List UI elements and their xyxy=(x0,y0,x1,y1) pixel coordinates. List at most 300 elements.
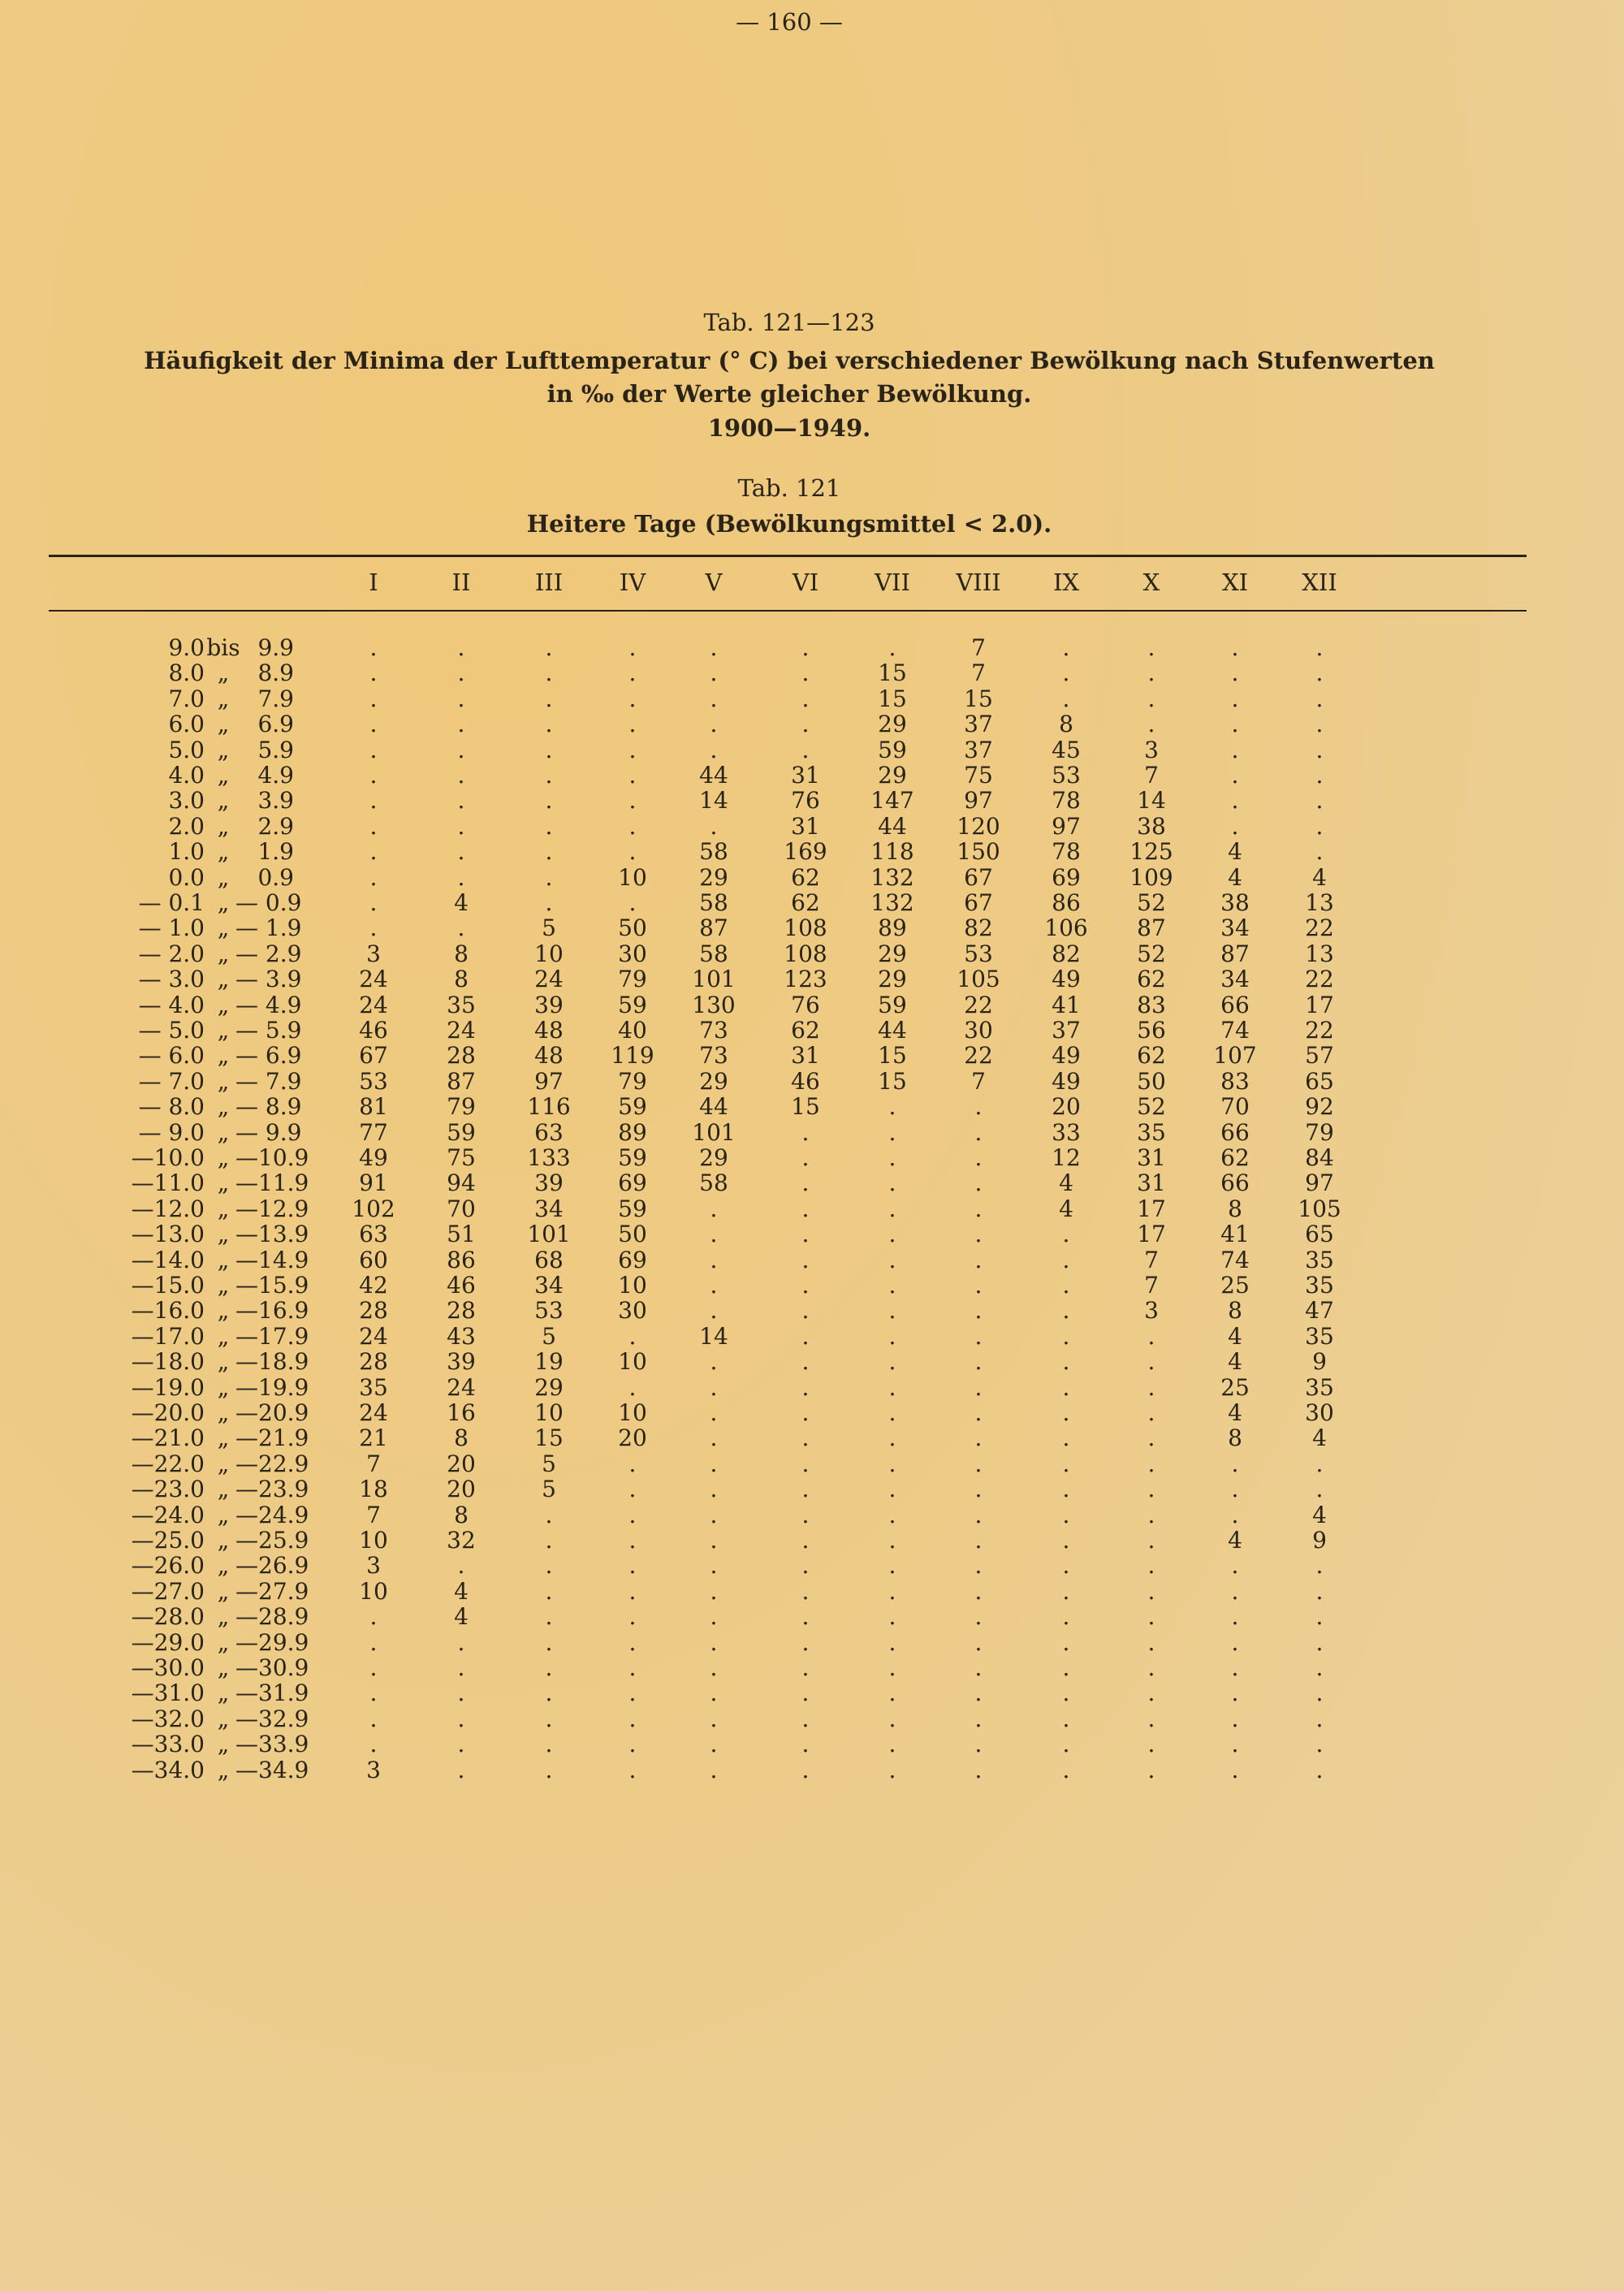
table-cell: . xyxy=(1147,1322,1155,1350)
table-cell: 44 xyxy=(699,762,728,789)
table-cell: 22 xyxy=(964,991,993,1018)
range-from: — 3.0 xyxy=(138,966,205,993)
table-cell: . xyxy=(1147,685,1155,712)
table-cell: 15 xyxy=(878,1067,907,1095)
table-cell: 35 xyxy=(447,991,476,1018)
range-from: —10.0 xyxy=(131,1144,205,1171)
table-cell: . xyxy=(457,1705,465,1732)
range-from: 9.0 xyxy=(168,634,205,661)
table-cell: . xyxy=(1315,1654,1324,1681)
range-to: —24.9 xyxy=(235,1501,309,1528)
table-cell: 43 xyxy=(447,1322,476,1350)
table-cell: . xyxy=(888,1399,896,1426)
table-cell: 4 xyxy=(1228,1322,1242,1350)
table-cell: 109 xyxy=(1129,863,1173,891)
table-cell: 10 xyxy=(534,940,564,967)
table-cell: 89 xyxy=(878,914,907,942)
table-cell: 30 xyxy=(964,1017,993,1044)
table-cell: . xyxy=(545,1731,553,1758)
table-cell: . xyxy=(801,1756,810,1783)
table-cell: 35 xyxy=(1137,1118,1166,1146)
table-cell: 30 xyxy=(618,1297,647,1325)
table-cell: . xyxy=(1231,1552,1239,1580)
range-to: —30.9 xyxy=(235,1654,309,1681)
table-cell: 10 xyxy=(618,1399,647,1426)
range-from: — 8.0 xyxy=(138,1093,205,1121)
table-cell: 18 xyxy=(359,1476,388,1503)
range-to: —23.9 xyxy=(235,1476,309,1503)
table-cell: . xyxy=(710,1552,718,1580)
table-cell: 86 xyxy=(1052,889,1081,916)
table-cell: 15 xyxy=(791,1093,820,1121)
table-row xyxy=(0,1528,1624,1554)
range-to: 4.9 xyxy=(257,762,294,789)
range-to: —28.9 xyxy=(235,1603,309,1631)
table-cell: 59 xyxy=(447,1118,476,1146)
table-cell: . xyxy=(801,1297,810,1325)
table-cell: . xyxy=(457,838,465,866)
range-to: — 4.9 xyxy=(235,991,302,1018)
heading-line-3: 1900—1949. xyxy=(707,414,871,442)
table-cell: 62 xyxy=(791,889,820,916)
range-from: 1.0 xyxy=(168,838,205,866)
table-cell: 49 xyxy=(1052,1067,1081,1095)
table-cell: . xyxy=(1231,1654,1239,1681)
range-from: —16.0 xyxy=(131,1297,205,1325)
range-separator: „ xyxy=(217,1348,230,1376)
table-cell: . xyxy=(710,1297,718,1325)
table-cell: . xyxy=(545,812,553,840)
table-cell: . xyxy=(1231,762,1239,789)
table-cell: 76 xyxy=(791,787,820,815)
range-to: — 6.9 xyxy=(235,1042,302,1070)
table-cell: . xyxy=(369,1654,378,1681)
heading-line-2: in ‰ der Werte gleicher Bewölkung. xyxy=(546,380,1032,408)
table-cell: 147 xyxy=(870,787,914,815)
range-to: —34.9 xyxy=(235,1756,309,1783)
table-cell: . xyxy=(457,787,465,815)
range-separator: „ xyxy=(217,1246,230,1273)
table-cell: . xyxy=(801,685,810,712)
table-cell: 29 xyxy=(699,1144,728,1171)
table-cell: . xyxy=(628,838,637,866)
table-cell: 44 xyxy=(878,1017,907,1044)
table-cell: 22 xyxy=(1305,966,1334,993)
table-cell: 7 xyxy=(366,1501,381,1528)
table-cell: 13 xyxy=(1305,940,1334,967)
table-cell: . xyxy=(1062,1272,1070,1299)
table-cell: 50 xyxy=(618,914,647,942)
table-row xyxy=(0,890,1624,916)
table-cell: . xyxy=(369,1603,378,1631)
range-from: —18.0 xyxy=(131,1348,205,1376)
table-cell: . xyxy=(888,1195,896,1222)
range-from: —26.0 xyxy=(131,1552,205,1580)
table-cell: 78 xyxy=(1052,838,1081,866)
table-cell: . xyxy=(1062,1322,1070,1350)
range-to: — 8.9 xyxy=(235,1093,302,1121)
table-cell: 62 xyxy=(791,863,820,891)
table-cell: . xyxy=(974,1527,983,1554)
table-row xyxy=(0,1630,1624,1656)
table-cell: 132 xyxy=(870,863,914,891)
table-cell: . xyxy=(1147,634,1155,661)
range-separator: „ xyxy=(217,966,230,993)
table-cell: 38 xyxy=(1137,812,1166,840)
table-cell: 79 xyxy=(618,966,647,993)
table-cell: . xyxy=(974,1654,983,1681)
table-top-rule xyxy=(49,555,1527,557)
table-cell: 58 xyxy=(699,1169,728,1197)
table-cell: 10 xyxy=(618,863,647,891)
table-cell: 8 xyxy=(1228,1297,1242,1325)
table-cell: 4 xyxy=(454,1577,469,1605)
table-cell: . xyxy=(628,711,637,738)
table-cell: 59 xyxy=(618,1144,647,1171)
table-cell: 62 xyxy=(791,1017,820,1044)
table-cell: . xyxy=(545,787,553,815)
table-cell: . xyxy=(801,1654,810,1681)
table-row xyxy=(0,839,1624,865)
table-cell: . xyxy=(1231,1628,1239,1656)
table-row xyxy=(0,1324,1624,1350)
range-from: —25.0 xyxy=(131,1527,205,1554)
table-cell: . xyxy=(1062,1552,1070,1580)
table-cell: . xyxy=(888,634,896,661)
table-cell: . xyxy=(1315,1450,1324,1477)
table-cell: . xyxy=(457,1679,465,1707)
table-cell: . xyxy=(369,1628,378,1656)
table-row xyxy=(0,635,1624,661)
table-cell: 7 xyxy=(1144,762,1159,789)
table-cell: 52 xyxy=(1137,940,1166,967)
range-to: — 5.9 xyxy=(235,1017,302,1044)
table-cell: . xyxy=(628,634,637,661)
table-cell: 120 xyxy=(957,812,1000,840)
table-cell: . xyxy=(1062,1221,1070,1248)
table-cell: . xyxy=(1315,711,1324,738)
table-title: Heitere Tage (Bewölkungsmittel < 2.0). xyxy=(526,510,1052,538)
table-cell: . xyxy=(1147,1476,1155,1503)
table-cell: . xyxy=(888,1756,896,1783)
range-from: —21.0 xyxy=(131,1424,205,1452)
table-cell: . xyxy=(1062,1705,1070,1732)
table-cell: . xyxy=(545,1603,553,1631)
range-separator: „ xyxy=(217,1577,230,1605)
table-cell: . xyxy=(545,863,553,891)
range-separator: „ xyxy=(217,1527,230,1554)
range-separator: „ xyxy=(217,1654,230,1681)
table-cell: . xyxy=(801,1348,810,1376)
range-to: —18.9 xyxy=(235,1348,309,1376)
table-cell: . xyxy=(1231,1476,1239,1503)
range-to: —32.9 xyxy=(235,1705,309,1732)
table-cell: . xyxy=(628,1527,637,1554)
month-header-cell: XII xyxy=(1302,568,1337,596)
table-cell: 87 xyxy=(447,1067,476,1095)
table-cell: . xyxy=(1231,659,1239,687)
table-cell: . xyxy=(974,1195,983,1222)
month-header-cell: IV xyxy=(619,568,646,596)
range-to: —22.9 xyxy=(235,1450,309,1477)
table-cell: . xyxy=(801,1272,810,1299)
table-cell: 125 xyxy=(1129,838,1173,866)
range-separator: „ xyxy=(217,685,230,712)
table-cell: 19 xyxy=(534,1348,564,1376)
table-cell: . xyxy=(628,1450,637,1477)
range-separator: „ xyxy=(217,1373,230,1401)
table-cell: 83 xyxy=(1137,991,1166,1018)
table-cell: . xyxy=(974,1756,983,1783)
range-separator: bis xyxy=(206,634,240,661)
table-cell: . xyxy=(801,1603,810,1631)
table-cell: 15 xyxy=(534,1424,564,1452)
table-cell: . xyxy=(1062,1527,1070,1554)
table-cell: . xyxy=(801,1399,810,1426)
table-cell: . xyxy=(710,1221,718,1248)
table-cell: . xyxy=(1231,685,1239,712)
table-cell: 82 xyxy=(1052,940,1081,967)
range-from: —31.0 xyxy=(131,1679,205,1707)
table-cell: . xyxy=(888,1654,896,1681)
table-cell: . xyxy=(1147,1348,1155,1376)
table-cell: 17 xyxy=(1137,1221,1166,1248)
table-cell: 24 xyxy=(447,1017,476,1044)
range-from: — 1.0 xyxy=(138,914,205,942)
table-cell: 29 xyxy=(878,762,907,789)
table-cell: 62 xyxy=(1220,1144,1250,1171)
table-cell: . xyxy=(710,1450,718,1477)
table-cell: . xyxy=(457,685,465,712)
table-cell: . xyxy=(1062,1577,1070,1605)
table-cell: 4 xyxy=(1228,838,1242,866)
table-row xyxy=(0,966,1624,992)
table-cell: 66 xyxy=(1220,991,1250,1018)
table-cell: . xyxy=(974,1399,983,1426)
range-from: —27.0 xyxy=(131,1577,205,1605)
table-cell: 24 xyxy=(447,1373,476,1401)
table-row xyxy=(0,1425,1624,1451)
range-separator: „ xyxy=(217,1093,230,1121)
table-cell: . xyxy=(369,914,378,942)
table-cell: . xyxy=(710,659,718,687)
table-cell: . xyxy=(1062,1424,1070,1452)
table-cell: 53 xyxy=(534,1297,564,1325)
table-cell: 12 xyxy=(1052,1144,1081,1171)
table-cell: 10 xyxy=(534,1399,564,1426)
table-row xyxy=(0,1069,1624,1095)
range-separator: „ xyxy=(217,1756,230,1783)
table-cell: 49 xyxy=(1052,966,1081,993)
table-cell: . xyxy=(974,1577,983,1605)
table-cell: 5 xyxy=(542,914,556,942)
table-cell: . xyxy=(801,1169,810,1197)
table-cell: 24 xyxy=(359,1399,388,1426)
table-cell: . xyxy=(1062,1373,1070,1401)
table-cell: . xyxy=(801,736,810,763)
range-from: —19.0 xyxy=(131,1373,205,1401)
month-header-cell: IX xyxy=(1052,568,1080,596)
range-to: — 7.9 xyxy=(235,1067,302,1095)
table-cell: . xyxy=(801,1731,810,1758)
table-cell: . xyxy=(457,1654,465,1681)
table-cell: 92 xyxy=(1305,1093,1334,1121)
table-cell: . xyxy=(1147,1756,1155,1783)
table-cell: 60 xyxy=(359,1246,388,1273)
table-cell: 94 xyxy=(447,1169,476,1197)
range-to: — 1.9 xyxy=(235,914,302,942)
table-cell: . xyxy=(1315,685,1324,712)
table-cell: 63 xyxy=(359,1221,388,1248)
table-cell: 20 xyxy=(1052,1093,1081,1121)
table-cell: . xyxy=(628,685,637,712)
table-cell: . xyxy=(1315,1705,1324,1732)
table-cell: 20 xyxy=(447,1450,476,1477)
table-cell: 75 xyxy=(964,762,993,789)
table-cell: . xyxy=(545,634,553,661)
table-cell: . xyxy=(545,659,553,687)
table-cell: 41 xyxy=(1052,991,1081,1018)
range-separator: „ xyxy=(217,711,230,738)
table-cell: 24 xyxy=(359,991,388,1018)
table-cell: . xyxy=(888,1450,896,1477)
table-cell: 33 xyxy=(1052,1118,1081,1146)
table-cell: . xyxy=(710,1527,718,1554)
table-cell: . xyxy=(1062,1246,1070,1273)
table-cell: . xyxy=(801,1705,810,1732)
table-cell: . xyxy=(369,889,378,916)
month-header-cell: II xyxy=(451,568,471,596)
table-cell: 5 xyxy=(542,1450,556,1477)
table-cell: 3 xyxy=(1144,736,1159,763)
range-from: —17.0 xyxy=(131,1322,205,1350)
table-row xyxy=(0,1018,1624,1044)
table-cell: . xyxy=(710,1756,718,1783)
range-separator: „ xyxy=(217,838,230,866)
table-cell: 169 xyxy=(784,838,827,866)
table-cell: . xyxy=(628,1679,637,1707)
table-cell: 53 xyxy=(1052,762,1081,789)
table-cell: . xyxy=(888,1093,896,1121)
table-cell: 17 xyxy=(1305,991,1334,1018)
table-cell: . xyxy=(1231,1679,1239,1707)
table-row xyxy=(0,1196,1624,1222)
table-cell: . xyxy=(888,1679,896,1707)
table-cell: 29 xyxy=(878,940,907,967)
range-separator: „ xyxy=(217,736,230,763)
table-cell: 20 xyxy=(618,1424,647,1452)
table-cell: . xyxy=(628,1705,637,1732)
range-separator: „ xyxy=(217,991,230,1018)
table-cell: . xyxy=(888,1628,896,1656)
table-row xyxy=(0,1120,1624,1146)
table-cell: 3 xyxy=(366,940,381,967)
range-from: — 5.0 xyxy=(138,1017,205,1044)
table-cell: . xyxy=(710,1679,718,1707)
month-header-cell: I xyxy=(369,568,378,596)
table-cell: . xyxy=(710,1654,718,1681)
range-to: —13.9 xyxy=(235,1221,309,1248)
table-cell: . xyxy=(628,1322,637,1350)
table-cell: 29 xyxy=(699,1067,728,1095)
table-row xyxy=(0,1375,1624,1401)
table-cell: 31 xyxy=(791,1042,820,1070)
table-cell: 7 xyxy=(1144,1272,1159,1299)
table-cell: 17 xyxy=(1137,1195,1166,1222)
table-cell: 24 xyxy=(534,966,564,993)
table-cell: . xyxy=(888,1297,896,1325)
table-cell: . xyxy=(974,1272,983,1299)
table-row xyxy=(0,1349,1624,1375)
table-cell: 16 xyxy=(447,1399,476,1426)
table-row xyxy=(0,660,1624,686)
table-cell: . xyxy=(1315,1552,1324,1580)
table-cell: 35 xyxy=(1305,1272,1334,1299)
table-cell: . xyxy=(888,1731,896,1758)
table-cell: . xyxy=(1315,1577,1324,1605)
table-cell: . xyxy=(369,1731,378,1758)
range-separator: „ xyxy=(217,1118,230,1146)
table-cell: . xyxy=(628,659,637,687)
range-separator: „ xyxy=(217,1628,230,1656)
table-cell: . xyxy=(974,1169,983,1197)
table-cell: 31 xyxy=(1137,1169,1166,1197)
table-cell: . xyxy=(545,685,553,712)
month-header-cell: VI xyxy=(792,568,819,596)
table-cell: . xyxy=(801,1424,810,1452)
table-cell: 3 xyxy=(1144,1297,1159,1325)
table-cell: 39 xyxy=(534,991,564,1018)
table-cell: 91 xyxy=(359,1169,388,1197)
table-cell: . xyxy=(710,1348,718,1376)
table-cell: 48 xyxy=(534,1017,564,1044)
table-cell: . xyxy=(628,889,637,916)
table-cell: . xyxy=(545,711,553,738)
table-cell: 87 xyxy=(1137,914,1166,942)
table-cell: . xyxy=(1147,659,1155,687)
table-cell: . xyxy=(628,812,637,840)
table-cell: 28 xyxy=(447,1042,476,1070)
table-cell: 74 xyxy=(1220,1246,1250,1273)
table-cell: 4 xyxy=(454,1603,469,1631)
table-row xyxy=(0,711,1624,737)
table-cell: . xyxy=(369,787,378,815)
table-cell: . xyxy=(457,1552,465,1580)
table-cell: 89 xyxy=(618,1118,647,1146)
table-cell: . xyxy=(1062,1628,1070,1656)
table-cell: . xyxy=(801,1373,810,1401)
table-cell: . xyxy=(888,1272,896,1299)
table-cell: 4 xyxy=(1228,1527,1242,1554)
table-cell: . xyxy=(974,1476,983,1503)
table-cell: . xyxy=(1062,1756,1070,1783)
table-cell: . xyxy=(1231,1450,1239,1477)
table-cell: . xyxy=(1315,1603,1324,1631)
table-cell: . xyxy=(710,1731,718,1758)
table-cell: 79 xyxy=(618,1067,647,1095)
table-cell: . xyxy=(974,1093,983,1121)
table-cell: 49 xyxy=(359,1144,388,1171)
range-to: —31.9 xyxy=(235,1679,309,1707)
table-cell: 58 xyxy=(699,940,728,967)
table-row xyxy=(0,737,1624,763)
table-cell: 101 xyxy=(692,1118,736,1146)
table-cell: . xyxy=(974,1679,983,1707)
table-cell: 29 xyxy=(699,863,728,891)
table-cell: . xyxy=(974,1731,983,1758)
table-cell: 24 xyxy=(359,1322,388,1350)
table-cell: 44 xyxy=(878,812,907,840)
